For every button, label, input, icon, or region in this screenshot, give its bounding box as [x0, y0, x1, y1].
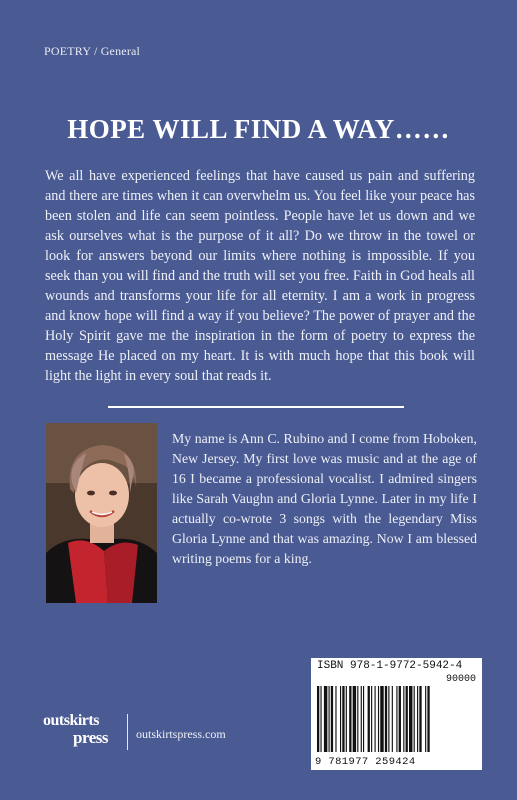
- author-bio: My name is Ann C. Rubino and I come from Hoboken, New Jersey. My first love was music and at the age of 16 I became a professional vocalist. I admired singers like Sarah Vaughn and Gloria Lynne. Later in my life I actually co-wrote 3 songs with the legendary Miss Gloria Lynne and that was amazing. Now I am blessed writing poems for a king.: [172, 431, 477, 566]
- isbn-number: ISBN 978-1-9772-5942-4: [317, 660, 463, 672]
- ean-number: 9 781977 259424: [315, 756, 416, 768]
- publisher-url: outskirtspress.com: [136, 727, 226, 741]
- publisher-logo: [43, 712, 119, 754]
- logo-separator: [127, 714, 128, 750]
- author-portrait-icon: [46, 423, 157, 603]
- publisher-logo-line1: outskirts: [43, 712, 99, 729]
- book-blurb: We all have experienced feelings that have caused us pain and suffering and there are times when it can overwhelm us. You feel like your peace has been stolen and life can seem pointless. People have let us down and we ask ourselves what is the purpose of it all? Do we throw in the towel or look for answers beyond our limits where nothing is impossible. If you seek than you will find and the truth will set you free. Faith in God heals all wounds and transforms your life for all eternity. I am a work in progress and know hope will find a way if you believe? The power of prayer and the Holy Spirit gave me the inspiration in the form of poetry to express the message He placed on my heart. It is with much hope that this book will light the light in every soul that reads it.: [45, 168, 475, 384]
- author-photo: [46, 423, 157, 603]
- publisher-logo-line2: press: [73, 728, 108, 747]
- barcode-bars-icon: [317, 686, 477, 752]
- section-divider: [108, 406, 404, 408]
- price-code: 90000: [445, 674, 476, 685]
- book-category: POETRY / General: [44, 44, 141, 58]
- isbn-barcode: [311, 658, 482, 770]
- book-headline: HOPE WILL FIND A WAY……: [67, 114, 450, 144]
